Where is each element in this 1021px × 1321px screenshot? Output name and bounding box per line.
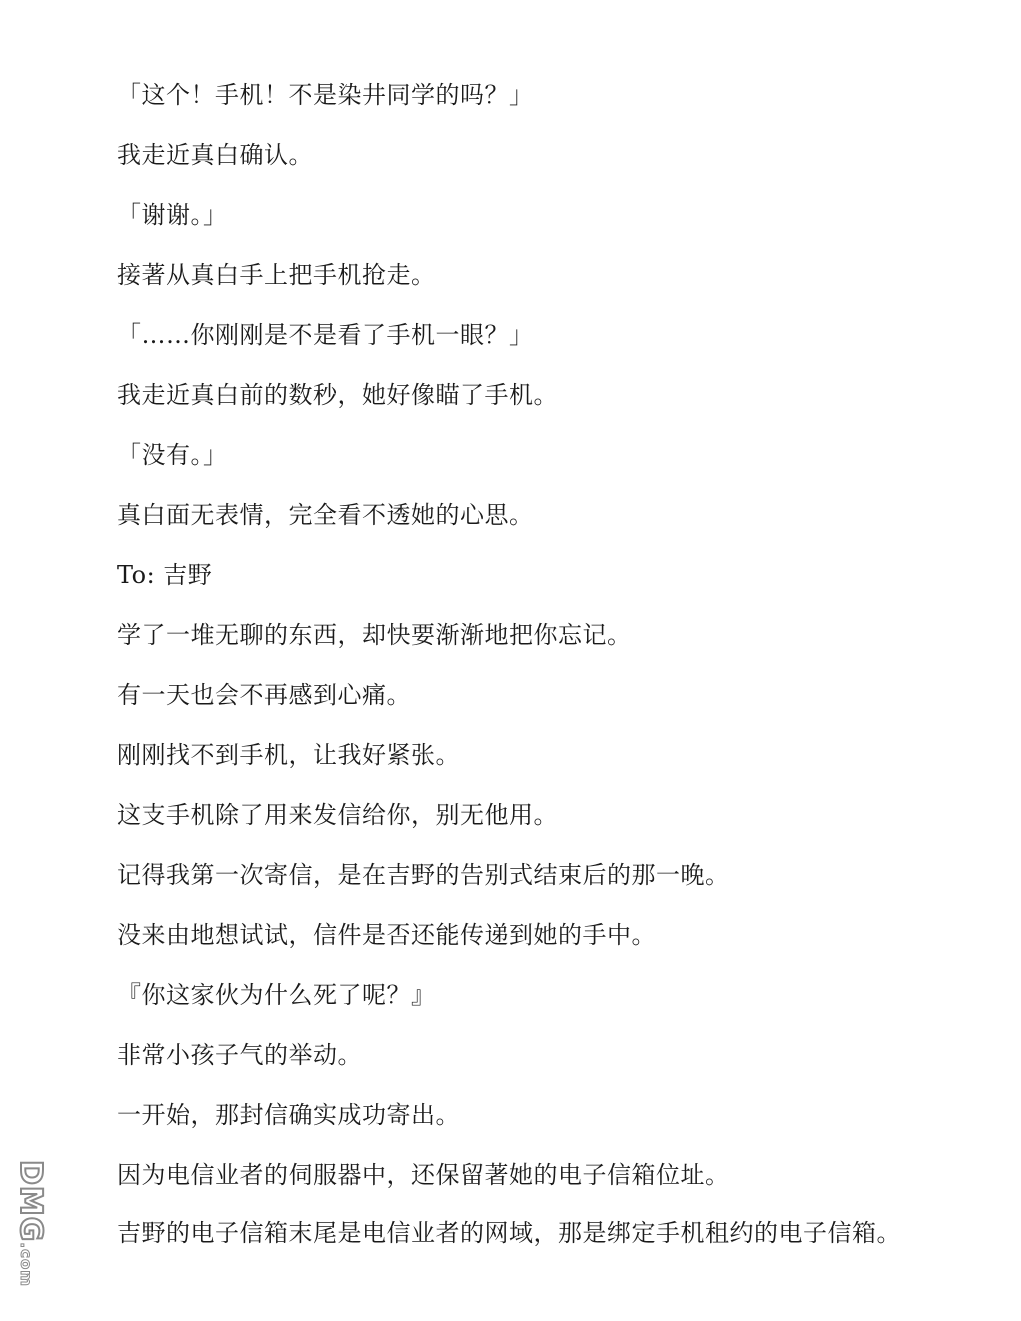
text-line: 真白面无表情，完全看不透她的心思。	[117, 501, 534, 529]
text-line: 「……你刚刚是不是看了手机一眼？」	[117, 321, 534, 349]
watermark-suffix: .com	[17, 1242, 35, 1287]
text-line: 这支手机除了用来发信给你，别无他用。	[117, 801, 558, 829]
text-line: 因为电信业者的伺服器中，还保留著她的电子信箱位址。	[117, 1161, 730, 1189]
text-line: 『你这家伙为什么死了呢？』	[117, 981, 436, 1009]
watermark-logo	[10, 1160, 50, 1310]
text-line: 我走近真白确认。	[117, 141, 313, 169]
text-line: 吉野的电子信箱末尾是电信业者的网域，那是绑定手机租约的电子信箱。	[117, 1219, 901, 1247]
text-line: 非常小孩子气的举动。	[117, 1041, 362, 1069]
text-line: 没来由地想试试，信件是否还能传递到她的手中。	[117, 921, 656, 949]
watermark-text	[13, 1160, 48, 1287]
text-line: 记得我第一次寄信，是在吉野的告别式结束后的那一晚。	[117, 861, 730, 889]
text-line: 「谢谢。」	[117, 201, 228, 229]
text-line: To: 吉野	[117, 561, 213, 589]
text-line: 接著从真白手上把手机抢走。	[117, 261, 436, 289]
text-line: 有一天也会不再感到心痛。	[117, 681, 411, 709]
text-line: 一开始，那封信确实成功寄出。	[117, 1101, 460, 1129]
watermark-main: DMG	[13, 1160, 48, 1243]
text-line: 「没有。」	[117, 441, 228, 469]
text-line: 学了一堆无聊的东西，却快要渐渐地把你忘记。	[117, 621, 632, 649]
text-line: 「这个！手机！不是染井同学的吗？」	[117, 81, 534, 109]
text-line: 我走近真白前的数秒，她好像瞄了手机。	[117, 381, 558, 409]
text-line: 刚刚找不到手机，让我好紧张。	[117, 741, 460, 769]
